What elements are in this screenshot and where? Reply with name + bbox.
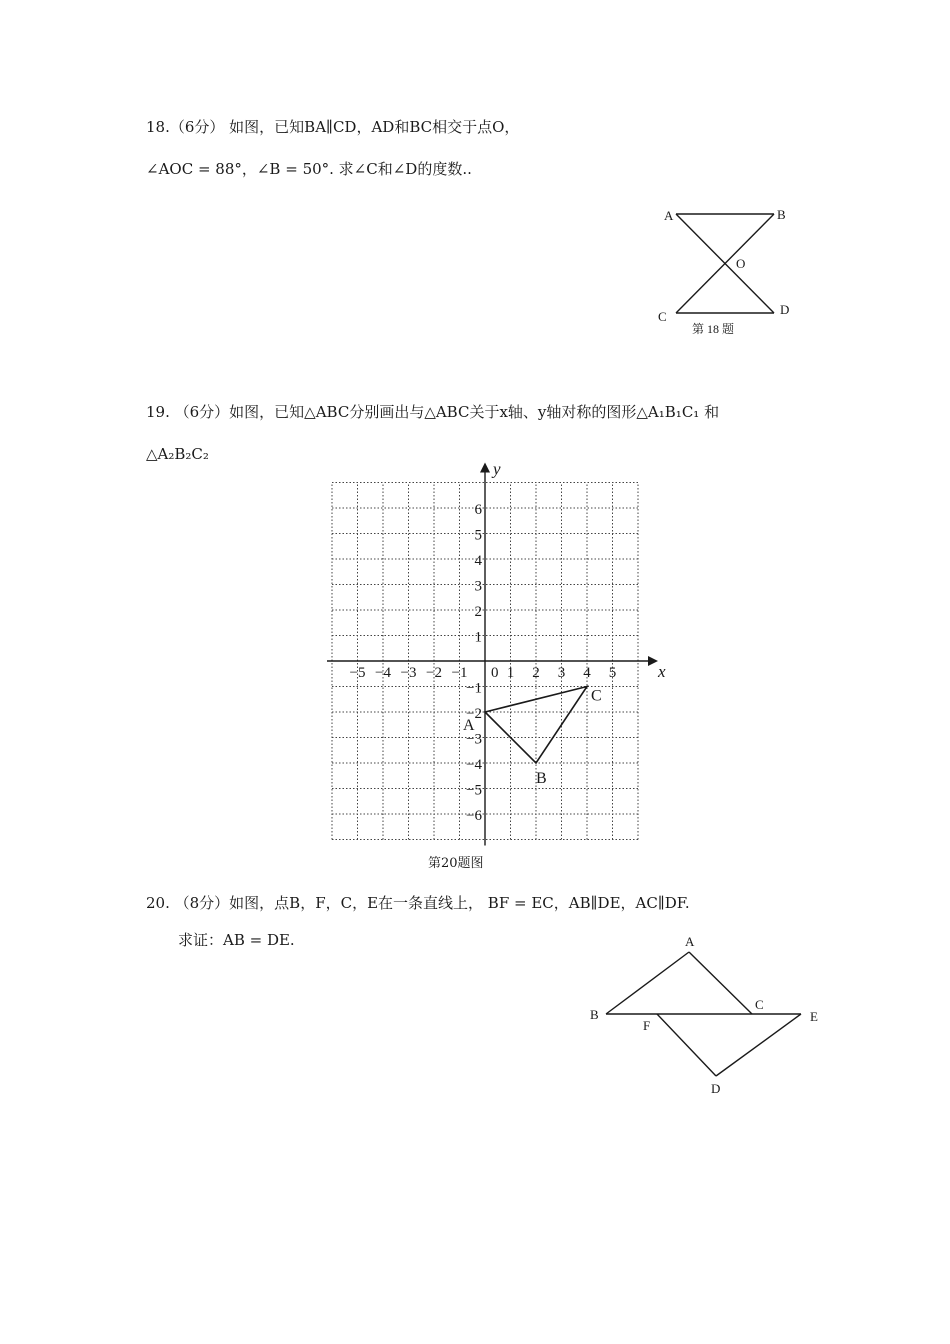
point-label-d: D	[780, 302, 790, 317]
y-tick-label: −2	[466, 706, 482, 722]
q20-figure	[585, 930, 830, 1100]
point-label-b: B	[590, 1007, 599, 1022]
origin-label: 0	[491, 665, 499, 681]
x-tick-label: 5	[608, 665, 617, 681]
point-label-a: A	[685, 934, 695, 949]
point-label-f: F	[643, 1018, 651, 1033]
point-label-c: C	[755, 997, 764, 1012]
point-label-e: E	[810, 1009, 818, 1024]
x-tick-label: 3	[557, 665, 566, 681]
point-label-b: B	[777, 207, 786, 222]
segment-ab	[606, 952, 689, 1014]
point-label-c: C	[658, 309, 667, 324]
y-tick-label: 4	[474, 553, 482, 569]
q18-figure	[650, 200, 810, 350]
y-axis-arrow	[480, 463, 490, 473]
q20-line1: 20. （8分）如图，点B，F，C，E在一条直线上， BF = EC，AB∥DE，AC∥DF.	[146, 894, 690, 912]
y-axis-label: y	[493, 459, 501, 479]
point-label-o: O	[736, 256, 746, 271]
q18-line2: ∠AOC = 88°，∠B = 50°. 求∠C和∠D的度数..	[146, 160, 472, 178]
x-tick-label: 4	[583, 665, 591, 681]
point-label-d: D	[711, 1081, 721, 1096]
x-axis-label: x	[658, 662, 666, 681]
y-tick-label: −3	[466, 731, 482, 748]
y-tick-label: 6	[474, 502, 482, 518]
chart-caption: 第20题图	[428, 856, 484, 871]
y-tick-label: 3	[474, 578, 482, 595]
x-tick-label: 1	[506, 665, 515, 681]
point-label-b: B	[536, 770, 547, 787]
x-tick-label: −5	[349, 665, 366, 681]
y-tick-label: −4	[466, 757, 482, 773]
segment-df	[657, 1014, 716, 1076]
q19-line2: △A₂B₂C₂	[146, 445, 209, 463]
q19-line1: 19. （6分）如图，已知△ABC分别画出与△ABC关于x轴、y轴对称的图形△A₁B₁C₁ 和	[146, 403, 720, 421]
y-tick-label: −1	[466, 680, 482, 697]
x-axis-arrow	[648, 656, 658, 666]
q18-line1: 18.（6分） 如图，已知BA∥CD，AD和BC相交于点O，	[146, 118, 520, 136]
y-tick-label: 5	[474, 527, 482, 544]
y-tick-label: −6	[466, 808, 482, 824]
segment-ac	[689, 952, 752, 1014]
q20-line2: 求证：AB = DE.	[178, 931, 295, 949]
coordinate-chart	[320, 459, 666, 840]
x-tick-label: −2	[426, 665, 442, 681]
x-tick-label: −1	[451, 665, 468, 681]
x-tick-label: −4	[375, 665, 391, 681]
x-tick-label: 2	[532, 665, 540, 681]
point-label-c: C	[591, 687, 602, 705]
segment-ed	[716, 1014, 801, 1076]
y-tick-label: 2	[474, 604, 482, 620]
y-tick-label: 1	[474, 629, 482, 646]
y-tick-label: −5	[466, 782, 482, 799]
point-label-a: A	[463, 717, 475, 734]
point-label-a: A	[664, 208, 674, 223]
figure-caption: 第 18 题	[692, 322, 735, 336]
x-tick-label: −3	[400, 665, 417, 681]
